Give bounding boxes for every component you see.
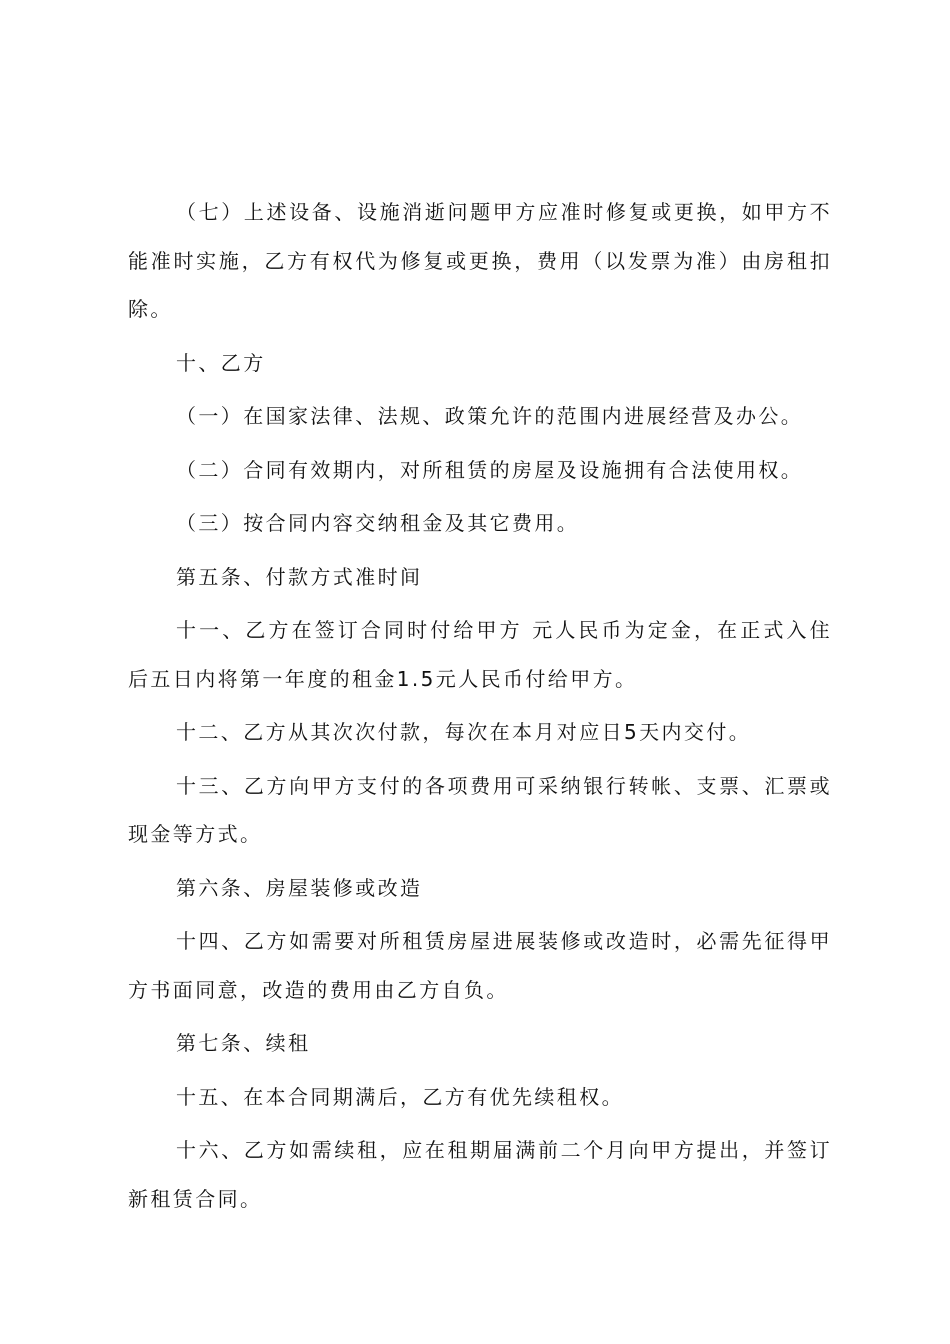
paragraph-b2-usage-right: （二）合同有效期内，对所租赁的房屋及设施拥有合法使用权。 [176,457,804,482]
paragraph-b3-pay-rent: （三）按合同内容交纳租金及其它费用。 [176,511,580,535]
paragraph-13-payment-methods: 十三、乙方向甲方支付的各项费用可采纳银行转帐、支票、汇票或现金等方式。 [128,773,832,846]
paragraph-15-renewal-priority: 十五、在本合同期满后，乙方有优先续租权。 [176,1084,624,1109]
paragraph-b1-legal-operation: （一）在国家法律、法规、政策允许的范围内进展经营及办公。 [176,404,804,428]
article-7-heading: 第七条、续租 [176,1031,311,1055]
article-5-heading: 第五条、付款方式准时间 [176,564,423,589]
paragraph-12-payment-schedule: 十二、乙方从其次次付款，每次在本月对应日5天内交付。 [176,720,752,744]
paragraph-7-equipment-repair: （七）上述设备、设施消逝问题甲方应准时修复或更换，如甲方不能准时实施，乙方有权代为修复或更换，费用（以发票为准）由房租扣除。 [128,200,832,321]
paragraph-10-party-b: 十、乙方 [176,350,266,375]
article-6-heading: 第六条、房屋装修或改造 [176,875,423,900]
paragraph-11-deposit: 十一、乙方在签订合同时付给甲方 元人民币为定金，在正式入住后五日内将第一年度的租金1.5元人民币付给甲方。 [128,618,832,691]
paragraph-16-renewal-notice: 十六、乙方如需续租，应在租期届满前二个月向甲方提出，并签订新租赁合同。 [128,1138,832,1211]
document-body [128,188,832,1223]
paragraph-14-renovation: 十四、乙方如需要对所租赁房屋进展装修或改造时，必需先征得甲方书面同意，改造的费用由乙方自负。 [128,929,832,1002]
